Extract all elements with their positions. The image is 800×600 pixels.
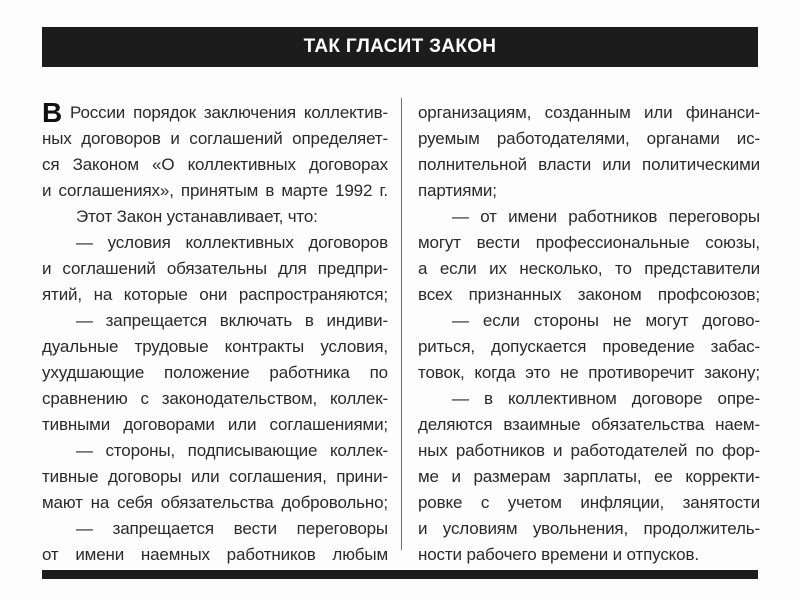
text-line: всех признанных законом профсоюзов;	[418, 285, 760, 304]
text-line: — если стороны не могут догово-	[452, 311, 760, 330]
article-column-left	[42, 97, 388, 568]
section-title: ТАК ГЛАСИТ ЗАКОН	[303, 36, 497, 57]
text-line: тивными договорами или соглашениями;	[42, 415, 388, 434]
bottom-rule	[42, 570, 758, 579]
column-divider	[401, 98, 402, 550]
text-line: ных договоров и соглашений определяет-	[42, 129, 388, 148]
text-line: товок, когда это не противоречит закону;	[418, 363, 760, 382]
text-line: могут вести профессиональные союзы,	[418, 233, 760, 252]
text-line: тивные договоры или соглашения, прини-	[42, 467, 388, 486]
text-line: и соглашений обязательны для предпри-	[42, 259, 388, 278]
text-line: ся Законом «О коллективных договорах	[42, 155, 388, 174]
text-line: — в коллективном договоре опре-	[452, 389, 760, 408]
text-line: В России порядок заключения коллектив-	[42, 97, 388, 128]
text-line: организациям, созданным или финанси-	[418, 103, 760, 122]
text-line: ровке с учетом инфляции, занятости	[418, 493, 760, 512]
text-line: — запрещается включать в индиви-	[76, 311, 388, 330]
text-line: а если их несколько, то представители	[418, 259, 760, 278]
text-line: от имени наемных работников любым	[42, 545, 388, 564]
text-line: деляются взаимные обязательства наем-	[418, 415, 760, 434]
text-line: ности рабочего времени и отпусков.	[418, 545, 699, 564]
text-line: партиями;	[418, 181, 497, 200]
text-line: Этот Закон устанавливает, что:	[76, 207, 318, 226]
text-line: риться, допускается проведение забас-	[418, 337, 760, 356]
text-line: ных работников и работодателей по фор-	[418, 441, 760, 460]
text-line: и условиям увольнения, продолжитель-	[418, 519, 760, 538]
article-column-right	[418, 100, 760, 568]
text-line: дуальные трудовые контракты условия,	[42, 337, 388, 356]
text-line: ухудшающие положение работника по	[42, 363, 388, 382]
text-line: — от имени работников переговоры	[452, 207, 760, 226]
text-line: — запрещается вести переговоры	[76, 519, 388, 538]
text-line: сравнению с законодательством, коллек-	[42, 389, 388, 408]
section-header	[42, 27, 758, 67]
text-line: и соглашениях», принятым в марте 1992 г.	[42, 181, 388, 200]
text-line: полнительной власти или политическими	[418, 155, 760, 174]
text-line: мают на себя обязательства добровольно;	[42, 493, 388, 512]
text-line: — условия коллективных договоров	[76, 233, 388, 252]
text-line: руемым работодателями, органами ис-	[418, 129, 760, 148]
text-line: ятий, на которые они распространяются;	[42, 285, 388, 304]
text-line: ме и размерам зарплаты, ее корректи-	[418, 467, 760, 486]
drop-cap: В	[42, 97, 63, 128]
text-line: — стороны, подписывающие коллек-	[76, 441, 388, 460]
